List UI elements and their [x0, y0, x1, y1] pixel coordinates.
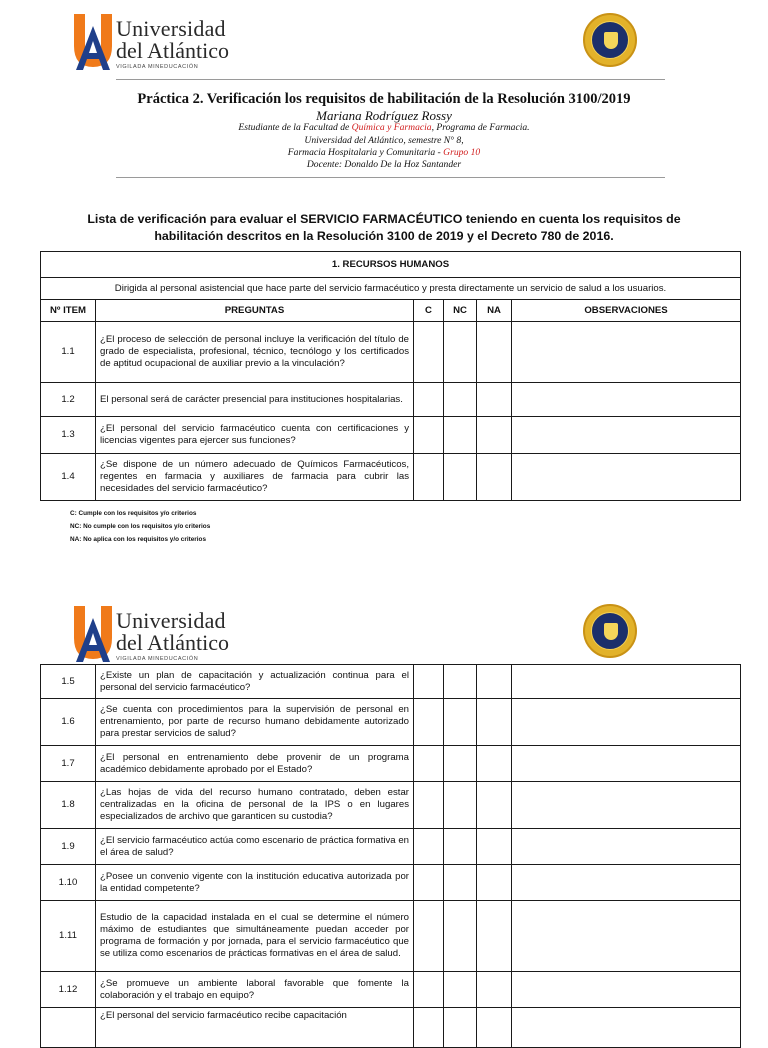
c-cell[interactable]	[414, 454, 444, 501]
item-number: 1.10	[41, 865, 96, 901]
question-text: ¿Se promueve un ambiente laboral favorable que fomente la colaboración y el trabajo en equipo?	[96, 972, 414, 1008]
observations-cell[interactable]	[512, 322, 741, 383]
column-header-nc: NC	[444, 300, 477, 322]
faculty-seal-icon	[583, 13, 637, 67]
question-text: El personal será de carácter presencial para instituciones hospitalarias.	[96, 383, 414, 417]
legend	[70, 507, 210, 546]
document-title: Práctica 2. Verificación los requisitos de habilitación de la Resolución 3100/2019	[137, 91, 631, 107]
nc-cell[interactable]	[444, 782, 477, 829]
legend-item-na: NA: No aplica con los requisitos y/o criterios	[70, 536, 207, 543]
item-number: 1.2	[41, 383, 96, 417]
nc-cell[interactable]	[444, 901, 477, 972]
ua-logo-icon	[72, 604, 116, 664]
item-number	[41, 1008, 96, 1048]
na-cell[interactable]	[477, 972, 512, 1008]
c-cell[interactable]	[414, 972, 444, 1008]
table-row	[41, 322, 741, 383]
observations-cell[interactable]	[512, 865, 741, 901]
university-logo	[72, 604, 242, 664]
na-cell[interactable]	[477, 746, 512, 782]
item-number: 1.4	[41, 454, 96, 501]
column-header-questions: PREGUNTAS	[96, 300, 414, 322]
item-number: 1.9	[41, 829, 96, 865]
page-gap	[0, 560, 768, 584]
item-number: 1.5	[41, 665, 96, 699]
c-cell[interactable]	[414, 417, 444, 454]
observations-cell[interactable]	[512, 454, 741, 501]
nc-cell[interactable]	[444, 865, 477, 901]
table-row	[41, 1008, 741, 1048]
table-row	[41, 417, 741, 454]
question-text: ¿Las hojas de vida del recurso humano contratado, deben estar centralizadas en la oficina de personal de la IPS o en lugares especializados de archivo que garanticen su custodia?	[96, 782, 414, 829]
c-cell[interactable]	[414, 829, 444, 865]
nc-cell[interactable]	[444, 383, 477, 417]
table-row	[41, 782, 741, 829]
table-row	[41, 454, 741, 501]
c-cell[interactable]	[414, 699, 444, 746]
question-text: ¿El servicio farmacéutico actúa como escenario de práctica formativa en el área de salud?	[96, 829, 414, 865]
header-divider-bottom	[116, 177, 665, 178]
item-number: 1.8	[41, 782, 96, 829]
item-number: 1.11	[41, 901, 96, 972]
nc-cell[interactable]	[444, 322, 477, 383]
c-cell[interactable]	[414, 665, 444, 699]
legend-item-nc: NC: No cumple con los requisitos y/o criterios	[70, 523, 211, 530]
author-name: Mariana Rodríguez Rossy	[316, 108, 452, 123]
nc-cell[interactable]	[444, 829, 477, 865]
course-line: Farmacia Hospitalaria y Comunitaria - Grupo 10	[287, 147, 481, 158]
table-row	[41, 901, 741, 972]
question-text: ¿El proceso de selección de personal incluye la verificación del título de grado de especialista, profesional, técnico, tecnólogo y los certificados de aptitud ocupacional de auxiliar previo a la vinculación?	[96, 322, 414, 383]
section-title: 1. RECURSOS HUMANOS	[41, 252, 741, 278]
item-number: 1.3	[41, 417, 96, 454]
university-name-line1: Universidad	[116, 16, 226, 41]
observations-cell[interactable]	[512, 699, 741, 746]
item-number: 1.1	[41, 322, 96, 383]
item-number: 1.6	[41, 699, 96, 746]
table-row	[41, 972, 741, 1008]
question-text: ¿El personal en entrenamiento debe provenir de un programa académico debidamente aprobado por el Estado?	[96, 746, 414, 782]
checklist-table-page2	[40, 664, 741, 1048]
c-cell[interactable]	[414, 865, 444, 901]
nc-cell[interactable]	[444, 417, 477, 454]
c-cell[interactable]	[414, 746, 444, 782]
observations-cell[interactable]	[512, 1008, 741, 1048]
table-row	[41, 665, 741, 699]
nc-cell[interactable]	[444, 454, 477, 501]
university-tagline: VIGILADA MINEDUCACIÓN	[116, 64, 199, 70]
observations-cell[interactable]	[512, 972, 741, 1008]
c-cell[interactable]	[414, 782, 444, 829]
table-row	[41, 699, 741, 746]
question-text: ¿El personal del servicio farmacéutico recibe capacitación	[96, 1008, 414, 1048]
observations-cell[interactable]	[512, 829, 741, 865]
c-cell[interactable]	[414, 322, 444, 383]
na-cell[interactable]	[477, 665, 512, 699]
university-tagline: VIGILADA MINEDUCACIÓN	[116, 656, 199, 662]
na-cell[interactable]	[477, 865, 512, 901]
university-logo	[72, 12, 242, 72]
item-number: 1.12	[41, 972, 96, 1008]
na-cell[interactable]	[477, 699, 512, 746]
column-header-na: NA	[477, 300, 512, 322]
question-text: ¿Se cuenta con procedimientos para la supervisión de personal en entrenamiento, por parte de recurso humano debidamente autorizado para prestar servicios de salud?	[96, 699, 414, 746]
nc-cell[interactable]	[444, 665, 477, 699]
item-number: 1.7	[41, 746, 96, 782]
c-cell[interactable]	[414, 901, 444, 972]
na-cell[interactable]	[477, 322, 512, 383]
document-page-2	[0, 584, 768, 1024]
nc-cell[interactable]	[444, 746, 477, 782]
university-name-line1: Universidad	[116, 608, 226, 633]
header-divider-top	[116, 79, 665, 80]
question-text: ¿Se dispone de un número adecuado de Químicos Farmacéuticos, regentes en farmacia y auxiliares de farmacia para cubrir las necesidades del servicio farmacéutico?	[96, 454, 414, 501]
na-cell[interactable]	[477, 829, 512, 865]
na-cell[interactable]	[477, 454, 512, 501]
table-row	[41, 746, 741, 782]
nc-cell[interactable]	[444, 699, 477, 746]
na-cell[interactable]	[477, 901, 512, 972]
table-row	[41, 829, 741, 865]
na-cell[interactable]	[477, 782, 512, 829]
faculty-seal-icon	[583, 604, 637, 658]
intro-text: Lista de verificación para evaluar el SERVICIO FARMACÉUTICO teniendo en cuenta los requisitos de habilitación descritos en la Resolución 3100 de 2019 y el Decreto 780 de 2016.	[87, 212, 681, 243]
university-name-line2: del Atlántico	[116, 630, 230, 655]
table-row	[41, 865, 741, 901]
ua-logo-icon	[72, 12, 116, 72]
observations-cell[interactable]	[512, 417, 741, 454]
c-cell[interactable]	[414, 383, 444, 417]
question-text: ¿Existe un plan de capacitación y actualización continua para el personal del servicio farmacéutico?	[96, 665, 414, 699]
observations-cell[interactable]	[512, 901, 741, 972]
question-text: Estudio de la capacidad instalada en el cual se determine el número máximo de estudiantes que simultáneamente puedan acceder por programa de formación y por jornada, para el servicio farmacéutico que se utiliza como escenarios de prácticas formativas en el área de salud.	[96, 901, 414, 972]
observations-cell[interactable]	[512, 746, 741, 782]
column-header-item: Nº ITEM	[41, 300, 96, 322]
nc-cell[interactable]	[444, 972, 477, 1008]
university-name-line2: del Atlántico	[116, 38, 230, 63]
author-affiliation-line1: Estudiante de la Facultad de Química y Farmacia, Programa de Farmacia.	[238, 122, 530, 133]
checklist-table-page1	[40, 251, 741, 501]
question-text: ¿Posee un convenio vigente con la institución educativa autorizada por la entidad competente?	[96, 865, 414, 901]
na-cell[interactable]	[477, 1008, 512, 1048]
legend-item-c: C: Cumple con los requisitos y/o criterios	[70, 510, 197, 517]
teacher-line: Docente: Donaldo De la Hoz Santander	[306, 159, 462, 170]
author-affiliation-line2: Universidad del Atlántico, semestre N° 8,	[304, 135, 464, 146]
observations-cell[interactable]	[512, 383, 741, 417]
observations-cell[interactable]	[512, 665, 741, 699]
section-subtitle: Dirigida al personal asistencial que hace parte del servicio farmacéutico y presta directamente un servicio de salud a los usuarios.	[41, 278, 741, 300]
na-cell[interactable]	[477, 383, 512, 417]
na-cell[interactable]	[477, 417, 512, 454]
column-header-observations: OBSERVACIONES	[512, 300, 741, 322]
observations-cell[interactable]	[512, 782, 741, 829]
column-header-c: C	[414, 300, 444, 322]
table-row	[41, 383, 741, 417]
nc-cell[interactable]	[444, 1008, 477, 1048]
c-cell[interactable]	[414, 1008, 444, 1048]
question-text: ¿El personal del servicio farmacéutico cuenta con certificaciones y licencias vigentes para ejercer sus funciones?	[96, 417, 414, 454]
